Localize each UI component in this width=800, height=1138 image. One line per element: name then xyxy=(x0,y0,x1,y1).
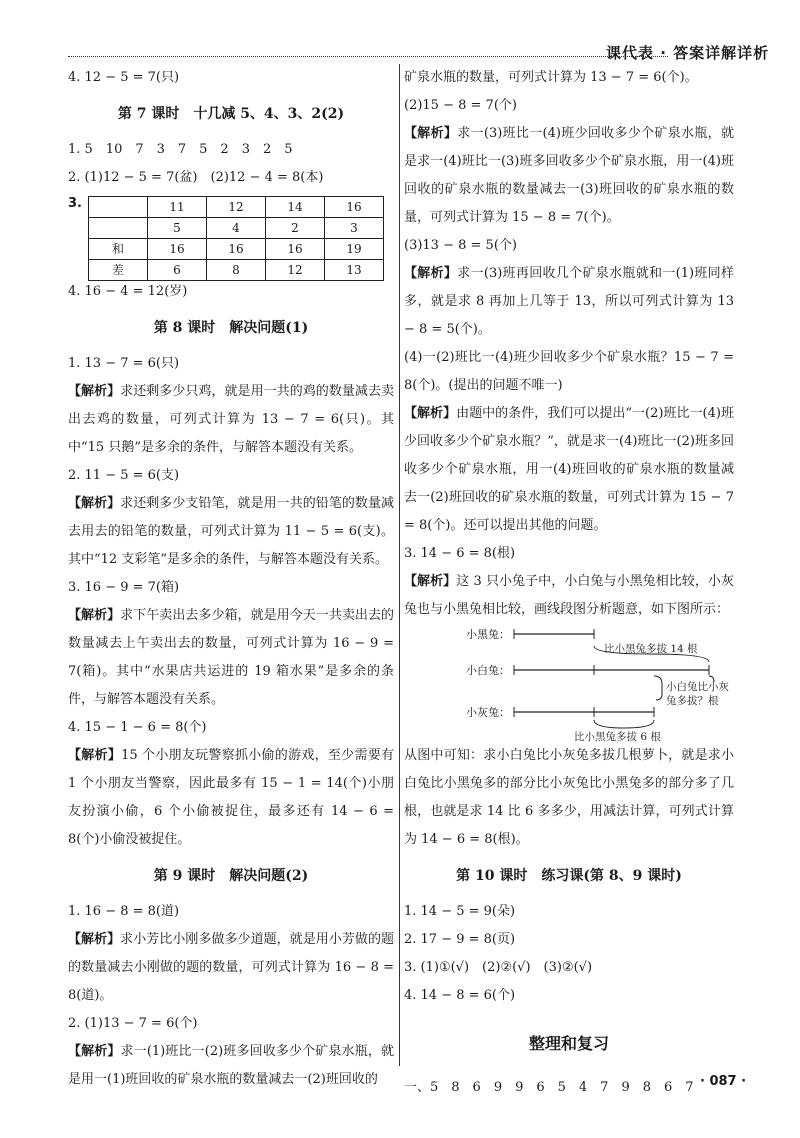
left-column xyxy=(68,64,394,1094)
explanation-tag: 【解析】 xyxy=(404,406,457,421)
answer-line: 3. (1)①(√) (2)②(√) (3)②(√) xyxy=(404,960,593,975)
question-label-line1: 小白兔比小灰 xyxy=(666,681,729,693)
explanation xyxy=(68,602,394,714)
table-cell: 6 xyxy=(148,260,207,281)
answer-line: 4. 16 − 4 = 12(岁) xyxy=(68,284,188,299)
answer-line: (4)一(2)班比一(4)班少回收多少个矿泉水瓶？15 − 7 = 8(个)。(提出的问题不唯一) xyxy=(404,350,734,393)
answer-line: 1. 13 − 7 = 6(只) xyxy=(68,356,180,371)
question-brace xyxy=(654,676,662,700)
column-divider xyxy=(399,64,400,1066)
sum-difference-table xyxy=(88,196,384,281)
table-cell: 16 xyxy=(325,197,384,218)
gray-rabbit-label: 小灰兔： xyxy=(466,706,510,719)
more-6-label: 比小黑兔多拔 6 根 xyxy=(574,731,661,742)
table-cell: 3 xyxy=(325,218,384,239)
explanation-text: 从图中可知：求小白兔比小灰兔多拔几根萝卜，就是求小白兔比小黑兔多的部分比小灰兔比小黑兔多的部分多了几根，也就是求 14 比 6 多多少，用减法计算，可列式计算为 14 − 6 = 8(根)。 xyxy=(404,748,734,847)
table-cell: 2 xyxy=(266,218,325,239)
explanation-text: 这 3 只小兔子中，小白兔与小黑兔相比较，小灰兔也与小黑兔相比较，画线段图分析题意，如下图所示： xyxy=(404,574,734,617)
explanation-tag: 【解析】 xyxy=(68,748,122,763)
answer-line: 4. 14 − 8 = 6(个) xyxy=(404,988,516,1003)
explanation xyxy=(404,120,734,232)
explanation-tag: 【解析】 xyxy=(404,126,458,141)
explanation-tag: 【解析】 xyxy=(68,932,121,947)
explanation-tag: 【解析】 xyxy=(404,574,457,589)
line-segment-diagram xyxy=(404,624,734,742)
white-rabbit-label: 小白兔： xyxy=(466,664,510,677)
explanation-tag: 【解析】 xyxy=(68,496,121,511)
answer-line: 2. 11 − 5 = 6(支) xyxy=(68,468,180,483)
explanation-tag: 【解析】 xyxy=(68,1044,121,1059)
explanation-tag: 【解析】 xyxy=(68,384,121,399)
answer-line: 2. (1)13 − 7 = 6(个) xyxy=(68,1016,198,1031)
answer-line: 一、5 8 6 9 9 6 5 4 7 9 8 6 7 xyxy=(404,1080,694,1095)
explanation xyxy=(404,568,734,624)
page-number: · 087 · xyxy=(700,1074,747,1089)
more-14-label: 比小黑兔多拔 14 根 xyxy=(604,643,698,655)
explanation-text: 15 个小朋友玩警察抓小偷的游戏，至少需要有 1 个小朋友当警察，因此最多有 15 − 1 = 14(个)小朋友扮演小偷，6 个小偷被捉住，最多还有 14 − 6 = 8(个)小偷没被捉住。 xyxy=(68,748,394,847)
explanation-tag: 【解析】 xyxy=(68,608,121,623)
table-cell: 4 xyxy=(207,218,266,239)
table-row xyxy=(89,197,384,218)
explanation-tag: 【解析】 xyxy=(404,266,458,281)
explanation xyxy=(404,260,734,344)
answer-line: 3. 14 − 6 = 8(根) xyxy=(404,546,516,561)
table-cell xyxy=(89,197,148,218)
table-row xyxy=(89,260,384,281)
answer-line: 1. 16 − 8 = 8(道) xyxy=(68,904,180,919)
explanation-text: 求还剩多少支铅笔，就是用一共的铅笔的数量减去用去的铅笔的数量，可列式计算为 11 − 5 = 6(支)。其中“12 支彩笔”是多余的条件，与解答本题没有关系。 xyxy=(68,496,394,567)
header-title: 课代表 · 答案详解详析 xyxy=(606,44,770,62)
table-cell: 19 xyxy=(325,239,384,260)
table-cell: 12 xyxy=(207,197,266,218)
table-cell xyxy=(89,218,148,239)
explanation xyxy=(68,1038,394,1094)
table-row xyxy=(89,239,384,260)
answer-line: 3. 16 − 9 = 7(箱) xyxy=(68,580,180,595)
header-rule xyxy=(68,56,668,57)
explanation xyxy=(68,926,394,1010)
review-title: 整理和复习 xyxy=(528,1034,609,1053)
explanation xyxy=(68,490,394,574)
explanation-text: 求一(1)班比一(2)班多回收多少个矿泉水瓶，就是用一(1)班回收的矿泉水瓶的数量减去一(2)班回收的 xyxy=(68,1044,394,1087)
section-title: 第 8 课时 解决问题(1) xyxy=(153,320,309,336)
answer-line: (2)15 − 8 = 7(个) xyxy=(404,98,517,113)
answer-line: 4. 15 − 1 − 6 = 8(个) xyxy=(68,720,207,735)
table-cell: 16 xyxy=(148,239,207,260)
table-cell: 5 xyxy=(148,218,207,239)
explanation-text: 求一(3)班再回收几个矿泉水瓶就和一(1)班同样多，就是求 8 再加上几等于 13，所以可列式计算为 13 − 8 = 5(个)。 xyxy=(404,266,734,337)
answer-line: (3)13 − 8 = 5(个) xyxy=(404,238,517,253)
section-title: 第 10 课时 练习课(第 8、9 课时) xyxy=(456,868,682,884)
answer-line: 1. 14 − 5 = 9(朵) xyxy=(404,904,516,919)
table-cell: 16 xyxy=(207,239,266,260)
answer-line: 1. 5 10 7 3 7 5 2 3 2 5 xyxy=(68,142,293,157)
answer-line: 2. (1)12 − 5 = 7(盆) (2)12 − 4 = 8(本) xyxy=(68,170,324,185)
right-column xyxy=(404,64,734,1102)
explanation xyxy=(404,400,734,540)
brace-6 xyxy=(594,720,654,728)
black-rabbit-label: 小黑兔： xyxy=(466,628,510,641)
explanation xyxy=(68,742,394,854)
sum-difference-table-block xyxy=(68,192,394,278)
question-label-line2: 兔多拔？根 xyxy=(666,695,719,707)
table-cell: 和 xyxy=(89,239,148,260)
table-cell: 16 xyxy=(266,239,325,260)
explanation-continued: 矿泉水瓶的数量，可列式计算为 13 − 7 = 6(个)。 xyxy=(404,70,698,85)
answer-line: 4. 12 − 5 = 7(只) xyxy=(68,70,180,85)
segment-diagram-svg xyxy=(404,624,734,742)
table-row xyxy=(89,218,384,239)
explanation-text: 求一(3)班比一(4)班少回收多少个矿泉水瓶，就是求一(4)班比一(3)班多回收多少个矿泉水瓶，用一(4)班回收的矿泉水瓶的数量减去一(3)班回收的矿泉水瓶的数量，可列式计算为 15 − 8 = 7(个)。 xyxy=(404,126,734,225)
explanation xyxy=(68,378,394,462)
section-title: 第 7 课时 十几减 5、4、3、2(2) xyxy=(117,106,345,122)
explanation-text: 由题中的条件，我们可以提出“一(2)班比一(4)班少回收多少个矿泉水瓶？”，就是求一(4)班比一(2)班多回收多少个矿泉水瓶，用一(4)班回收的矿泉水瓶的数量减去一(2)班回收的矿泉水瓶的数量，可列式计算为 15 − 7 = 8(个)。还可以提出其他的问题。 xyxy=(404,406,734,533)
question-number: 3. xyxy=(68,196,82,211)
table-cell: 14 xyxy=(266,197,325,218)
table-cell: 12 xyxy=(266,260,325,281)
explanation-text: 求下午卖出去多少箱，就是用今天一共卖出去的数量减去上午卖出去的数量，可列式计算为 16 − 9 = 7(箱)。其中“水果店共运进的 19 箱水果”是多余的条件，与解答本题没有关系。 xyxy=(68,608,394,707)
table-cell: 13 xyxy=(325,260,384,281)
answer-line: 2. 17 − 9 = 8(页) xyxy=(404,932,516,947)
table-cell: 11 xyxy=(148,197,207,218)
section-title: 第 9 课时 解决问题(2) xyxy=(153,868,309,884)
explanation-text: 求小芳比小刚多做多少道题，就是用小芳做的题的数量减去小刚做的题的数量，可列式计算为 16 − 8 = 8(道)。 xyxy=(68,932,394,1003)
explanation-text: 求还剩多少只鸡，就是用一共的鸡的数量减去卖出去鸡的数量，可列式计算为 13 − 7 = 6(只)。其中“15 只鹅”是多余的条件，与解答本题没有关系。 xyxy=(68,384,394,455)
table-cell: 差 xyxy=(89,260,148,281)
table-cell: 8 xyxy=(207,260,266,281)
